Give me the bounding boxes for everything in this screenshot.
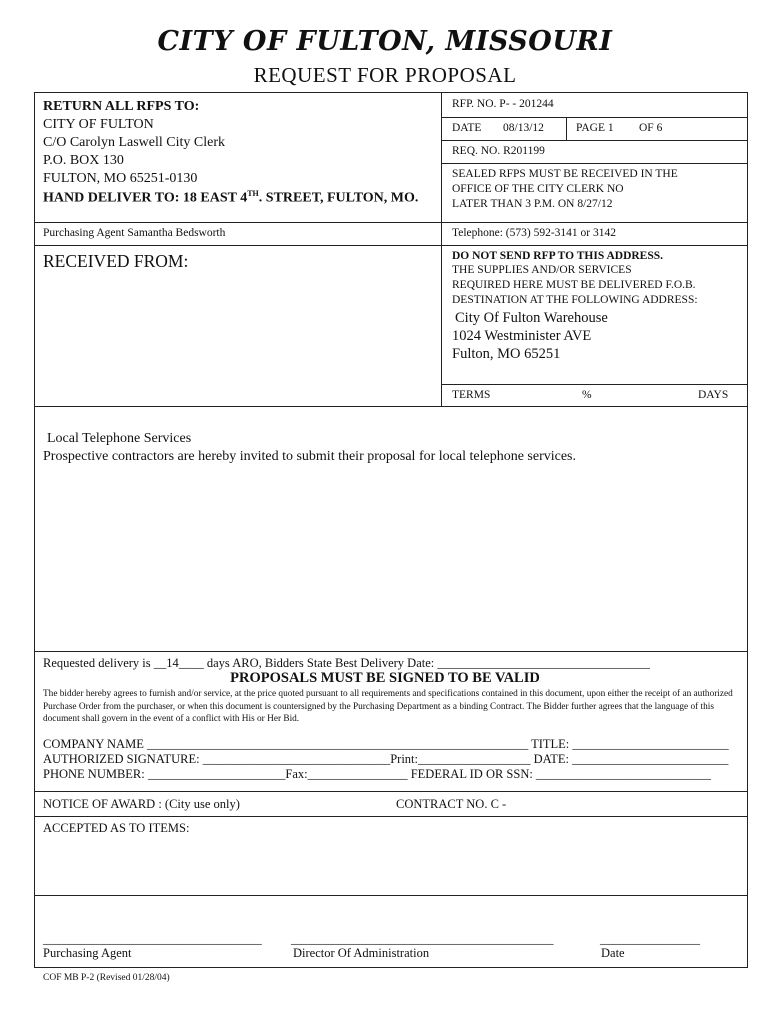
divider (566, 117, 567, 140)
sealed-line-3: LATER THAN 3 P.M. ON 8/27/12 (452, 198, 613, 210)
page-label: PAGE 1 (576, 122, 614, 134)
director-signature-label: Director Of Administration (293, 946, 430, 960)
divider (441, 384, 748, 385)
agent-signature-label: Purchasing Agent (43, 946, 132, 960)
description-body: Prospective contractors are hereby invited to submit their proposal for local telephone services. (43, 449, 576, 464)
requested-delivery: Requested delivery is __14____ days ARO, Bidders State Best Delivery Date: __________________________________ (43, 656, 650, 670)
notice-of-award: NOTICE OF AWARD : (City use only) (43, 797, 240, 811)
divider (34, 895, 748, 896)
divider (441, 140, 748, 141)
terms-percent: % (582, 389, 592, 401)
form-id: COF MB P-2 (Revised 01/28/04) (43, 973, 170, 983)
telephone: Telephone: (573) 592-3141 or 3142 (452, 227, 616, 239)
contract-number: CONTRACT NO. C - (396, 797, 507, 811)
divider (441, 117, 748, 118)
must-sign-notice: PROPOSALS MUST BE SIGNED TO BE VALID (230, 670, 540, 686)
agent-signature-line: ___________________________________ (43, 932, 262, 946)
divider (34, 816, 748, 817)
delivery-line-3: DESTINATION AT THE FOLLOWING ADDRESS: (452, 294, 698, 306)
return-line-2: C/O Carolyn Laswell City Clerk (43, 135, 225, 150)
sealed-line-1: SEALED RFPS MUST BE RECEIVED IN THE (452, 168, 678, 180)
delivery-line-1: THE SUPPLIES AND/OR SERVICES (452, 264, 632, 276)
signature-line: AUTHORIZED SIGNATURE: ______________________________Print:__________________ DATE: _________________________ (43, 752, 729, 766)
delivery-address-1: City Of Fulton Warehouse (455, 310, 608, 326)
terms-days: DAYS (698, 389, 729, 401)
phone-line: PHONE NUMBER: ______________________Fax:________________ FEDERAL ID OR SSN: ____________________________ (43, 767, 711, 781)
return-line-4: FULTON, MO 65251-0130 (43, 171, 198, 186)
description-title: Local Telephone Services (47, 431, 192, 446)
date-signature-line: ________________ (600, 932, 700, 946)
terms-label: TERMS (452, 389, 491, 401)
bidder-agreement: The bidder hereby agrees to furnish and/or service, at the price quoted pursuant to all requirements and specifications contained in this document, upon either the receipt of an authorized Purchase Order from the purchaser, or when this document is countersigned by the Purchasing Department as a binding Contract. The Bidder further agrees that the language of this document shall govern in the event of a conflict with His or Her Bid. (43, 689, 733, 724)
hand-deliver-line: HAND DELIVER TO: 18 EAST 4TH. STREET, FULTON, MO. (43, 189, 419, 206)
received-from-label: RECEIVED FROM: (43, 251, 189, 271)
divider (34, 222, 748, 223)
rfp-number: RFP. NO. P- - 201244 (452, 98, 554, 110)
return-line-3: P.O. BOX 130 (43, 153, 124, 168)
page-title: CITY OF FULTON, MISSOURI (157, 26, 613, 57)
date-label: DATE (452, 122, 482, 134)
delivery-address-2: 1024 Westminister AVE (452, 328, 592, 344)
company-name-line: COMPANY NAME _____________________________________________________________ TITLE: _________________________ (43, 737, 729, 751)
divider (441, 163, 748, 164)
return-heading: RETURN ALL RFPS TO: (43, 99, 200, 114)
date-value: 08/13/12 (503, 122, 544, 134)
divider (34, 245, 748, 246)
delivery-warning: DO NOT SEND RFP TO THIS ADDRESS. (452, 250, 664, 262)
req-number: REQ. NO. R201199 (452, 145, 545, 157)
purchasing-agent: Purchasing Agent Samantha Bedsworth (43, 227, 226, 239)
page-subtitle: REQUEST FOR PROPOSAL (253, 63, 517, 87)
accepted-items: ACCEPTED AS TO ITEMS: (43, 821, 190, 835)
delivery-address-3: Fulton, MO 65251 (452, 346, 561, 362)
page-of-label: OF 6 (639, 122, 663, 134)
return-line-1: CITY OF FULTON (43, 117, 154, 132)
director-signature-line: __________________________________________ (291, 932, 554, 946)
sealed-line-2: OFFICE OF THE CITY CLERK NO (452, 183, 624, 195)
delivery-line-2: REQUIRED HERE MUST BE DELIVERED F.O.B. (452, 279, 696, 291)
date-signature-label: Date (601, 946, 625, 960)
